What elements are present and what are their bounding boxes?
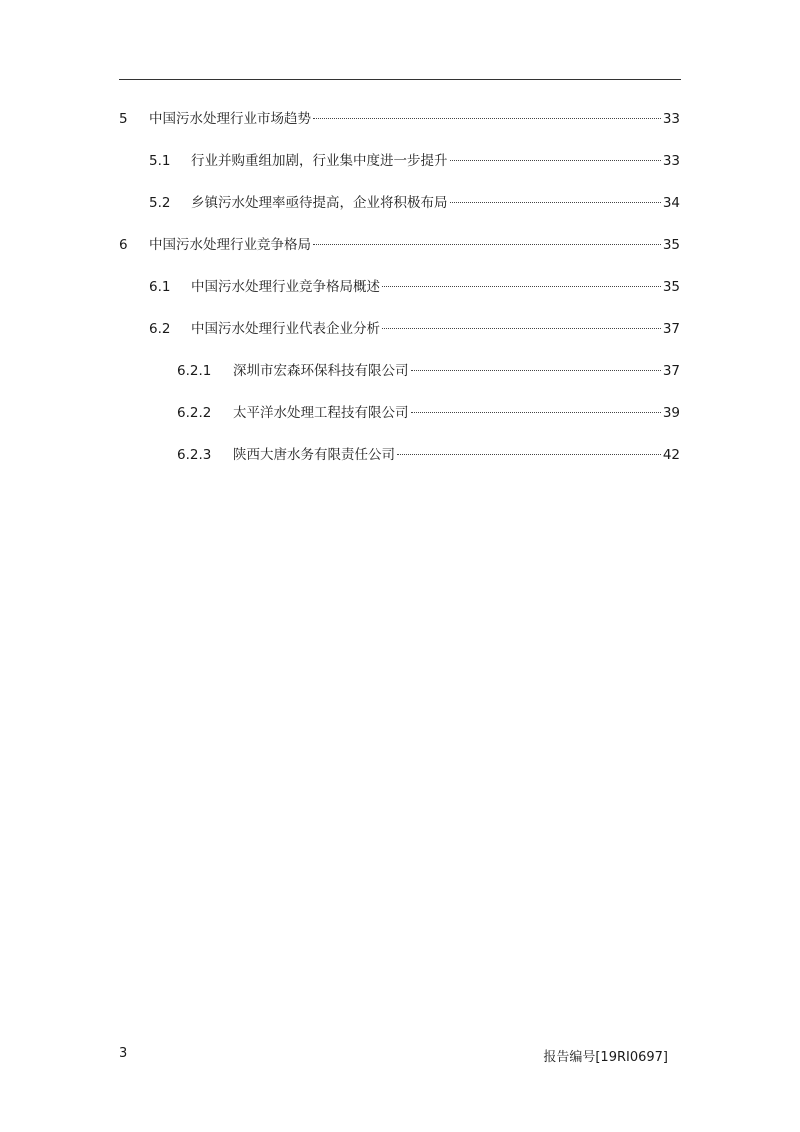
header-rule xyxy=(119,79,681,80)
toc-entry-page: 39 xyxy=(662,405,680,421)
toc-entry-number: 6.2.1 xyxy=(177,363,212,379)
toc-entry[interactable] xyxy=(177,404,680,422)
toc-entry-number: 6.2.3 xyxy=(177,447,212,463)
toc-dot-leader xyxy=(382,328,661,329)
footer-page-number: 3 xyxy=(119,1046,128,1061)
toc-entry-page: 33 xyxy=(662,153,680,169)
toc-entry-number: 6.2.2 xyxy=(177,405,212,421)
toc-entry-title: 行业并购重组加剧，行业集中度进一步提升 xyxy=(191,153,448,169)
toc-entry[interactable] xyxy=(119,236,680,254)
toc-entry-title: 中国污水处理行业市场趋势 xyxy=(149,111,311,127)
toc-entry[interactable] xyxy=(149,320,680,338)
toc-entry[interactable] xyxy=(149,194,680,212)
toc-dot-leader xyxy=(411,412,661,413)
toc-entry-number: 6.2 xyxy=(149,321,171,337)
toc-entry-page: 37 xyxy=(662,363,680,379)
toc-entry-title: 乡镇污水处理率亟待提高，企业将积极布局 xyxy=(191,195,448,211)
toc-dot-leader xyxy=(313,118,661,119)
toc-dot-leader xyxy=(313,244,661,245)
toc-entry-page: 34 xyxy=(662,195,680,211)
toc-dot-leader xyxy=(450,160,661,161)
toc-entry-title: 中国污水处理行业竞争格局概述 xyxy=(191,279,380,295)
toc-entry-page: 35 xyxy=(662,279,680,295)
toc-entry-number: 5.1 xyxy=(149,153,171,169)
toc-dot-leader xyxy=(411,370,661,371)
toc-entry-page: 37 xyxy=(662,321,680,337)
toc-entry-title: 深圳市宏森环保科技有限公司 xyxy=(233,363,409,379)
toc-dot-leader xyxy=(450,202,661,203)
toc-entry-number: 6 xyxy=(119,237,128,253)
footer-report-id: 报告编号[19RI0697] xyxy=(543,1050,668,1065)
toc-entry-page: 33 xyxy=(662,111,680,127)
toc-entry-title: 中国污水处理行业竞争格局 xyxy=(149,237,311,253)
toc-entry-page: 42 xyxy=(662,447,680,463)
toc-dot-leader xyxy=(382,286,661,287)
toc-entry[interactable] xyxy=(149,152,680,170)
toc-entry-title: 太平洋水处理工程技有限公司 xyxy=(233,405,409,421)
toc-entry-title: 陕西大唐水务有限责任公司 xyxy=(233,447,395,463)
toc-entry-page: 35 xyxy=(662,237,680,253)
toc-entry-title: 中国污水处理行业代表企业分析 xyxy=(191,321,380,337)
toc-entry[interactable] xyxy=(149,278,680,296)
toc-entry-number: 5 xyxy=(119,111,128,127)
toc-dot-leader xyxy=(397,454,661,455)
toc-entry[interactable] xyxy=(119,110,680,128)
toc-entry-number: 6.1 xyxy=(149,279,171,295)
toc-entry-number: 5.2 xyxy=(149,195,171,211)
toc-entry[interactable] xyxy=(177,446,680,464)
toc-entry[interactable] xyxy=(177,362,680,380)
